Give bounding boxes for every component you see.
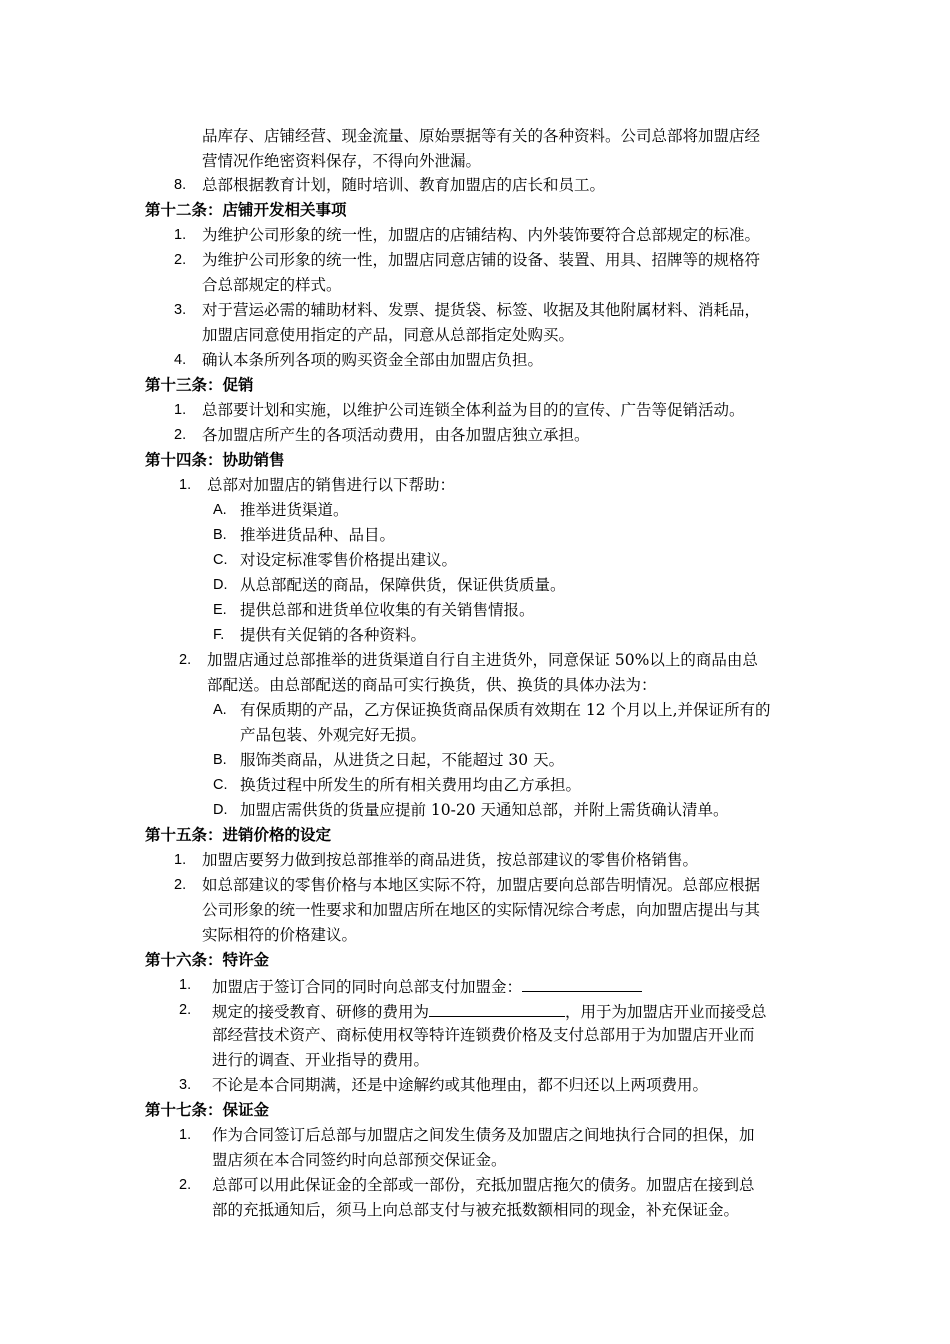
a16-item-2-line-3: 进行的调查、开业指导的费用。 [212, 1051, 430, 1069]
a14-sub-text: 从总部配送的商品，保障供货，保证供货质量。 [240, 576, 566, 594]
a17-item-1-number: 1. [179, 1127, 192, 1143]
item-8-number: 8. [174, 177, 187, 193]
a17-item-2-line-1: 总部可以用此保证金的全部或一部份，充抵加盟店拖欠的债务。加盟店在接到总 [212, 1176, 755, 1194]
a14-sub-text: 推举进货渠道。 [240, 501, 349, 519]
a17-item-2-line-2: 部的充抵通知后，须马上向总部支付与被充抵数额相同的现金，补充保证金。 [212, 1201, 740, 1219]
a14-sub-text: 提供有关促销的各种资料。 [240, 626, 427, 644]
a16-item-2-text-b: ，用于为加盟店开业而接受总 [565, 1003, 767, 1021]
item-7-continuation-line-1: 品库存、店铺经营、现金流量、原始票据等有关的各种资料。公司总部将加盟店经 [202, 127, 761, 145]
a14-sub-letter: D. [213, 577, 228, 593]
a14-item-1-text: 总部对加盟店的销售进行以下帮助： [207, 476, 456, 494]
a14-sub-text: 对设定标准零售价格提出建议。 [240, 551, 458, 569]
a15-item-2-line-2: 公司形象的统一性要求和加盟店所在地区的实际情况综合考虑，向加盟店提出与其 [202, 901, 761, 919]
a14-sub-a-line-2: 产品包装、外观完好无损。 [240, 726, 427, 744]
a14-sub-b-text: 服饰类商品，从进货之日起，不能超过 30 天。 [240, 751, 565, 769]
a15-item-1-text: 加盟店要努力做到按总部推举的商品进货，按总部建议的零售价格销售。 [202, 851, 699, 869]
a16-item-2-line-2: 部经营技术资产、商标使用权等特许连锁费价格及支付总部用于为加盟店开业而 [212, 1026, 755, 1044]
a16-item-2-number: 2. [179, 1002, 192, 1018]
a14-item-2-line-2: 部配送。由总部配送的商品可实行换货，供、换货的具体办法为： [207, 676, 657, 694]
a14-item-2-line-1: 加盟店通过总部推举的进货渠道自行自主进货外，同意保证 50%以上的商品由总 [207, 651, 758, 669]
a15-item-2-number: 2. [174, 877, 187, 893]
a15-item-1-number: 1. [174, 852, 187, 868]
item-7-continuation-line-2: 营情况作绝密资料保存，不得向外泄漏。 [202, 152, 482, 170]
a15-item-2-line-1: 如总部建议的零售价格与本地区实际不符，加盟店要向总部告明情况。总部应根据 [202, 876, 761, 894]
a17-item-1-line-2: 盟店须在本合同签约时向总部预交保证金。 [212, 1151, 507, 1169]
franchise-fee-blank [522, 973, 642, 992]
a14-sub-letter: B. [213, 527, 227, 543]
a12-item-3-number: 3. [174, 302, 187, 318]
a14-sub-letter: C. [213, 777, 228, 793]
item-8-text: 总部根据教育计划，随时培训、教育加盟店的店长和员工。 [202, 176, 606, 194]
a17-item-2-number: 2. [179, 1177, 192, 1193]
a14-sub-letter: E. [213, 602, 227, 618]
a14-sub-c-text: 换货过程中所发生的所有相关费用均由乙方承担。 [240, 776, 582, 794]
article-15-heading: 第十五条：进销价格的设定 [145, 826, 332, 844]
a14-sub-letter: A. [213, 502, 227, 518]
a14-sub-d-text: 加盟店需供货的货量应提前 10-20 天通知总部，并附上需货确认清单。 [240, 801, 729, 819]
article-17-heading: 第十七条：保证金 [145, 1101, 270, 1119]
a14-sub-text: 提供总部和进货单位收集的有关销售情报。 [240, 601, 535, 619]
a16-item-1-text: 加盟店于签订合同的同时向总部支付加盟金： [212, 978, 523, 996]
article-14-heading: 第十四条：协助销售 [145, 451, 285, 469]
article-16-heading: 第十六条：特许金 [145, 951, 270, 969]
a14-item-2-number: 2. [179, 652, 192, 668]
a16-item-3-text: 不论是本合同期满，还是中途解约或其他理由，都不归还以上两项费用。 [212, 1076, 709, 1094]
a14-sub-letter: A. [213, 702, 227, 718]
a12-item-3-line-1: 对于营运必需的辅助材料、发票、提货袋、标签、收据及其他附属材料、消耗品， [202, 301, 761, 319]
a14-sub-letter: B. [213, 752, 227, 768]
article-12-heading: 第十二条：店铺开发相关事项 [145, 201, 347, 219]
a17-item-1-line-1: 作为合同签订后总部与加盟店之间发生债务及加盟店之间地执行合同的担保，加 [212, 1126, 755, 1144]
a14-sub-letter: C. [213, 552, 228, 568]
a14-sub-letter: F. [213, 627, 225, 643]
a14-sub-letter: D. [213, 802, 228, 818]
a14-sub-text: 推举进货品种、品目。 [240, 526, 396, 544]
a12-item-2-line-1: 为维护公司形象的统一性，加盟店同意店铺的设备、装置、用具、招牌等的规格符 [202, 251, 761, 269]
article-13-heading: 第十三条：促销 [145, 376, 254, 394]
training-fee-blank [429, 998, 565, 1017]
a16-item-2-line-1 [212, 998, 767, 1023]
a14-sub-a-line-1: 有保质期的产品，乙方保证换货商品保质有效期在 12 个月以上,并保证所有的 [240, 701, 771, 719]
a15-item-2-line-3: 实际相符的价格建议。 [202, 926, 358, 944]
a12-item-4-number: 4. [174, 352, 187, 368]
a13-item-2-text: 各加盟店所产生的各项活动费用，由各加盟店独立承担。 [202, 426, 590, 444]
a12-item-1-text: 为维护公司形象的统一性，加盟店的店铺结构、内外装饰要符合总部规定的标准。 [202, 226, 761, 244]
a14-item-1-number: 1. [179, 477, 192, 493]
a12-item-3-line-2: 加盟店同意使用指定的产品，同意从总部指定处购买。 [202, 326, 575, 344]
a13-item-1-number: 1. [174, 402, 187, 418]
a12-item-2-number: 2. [174, 252, 187, 268]
a12-item-1-number: 1. [174, 227, 187, 243]
a16-item-3-number: 3. [179, 1077, 192, 1093]
a16-item-1-number: 1. [179, 977, 192, 993]
a12-item-4-text: 确认本条所列各项的购买资金全部由加盟店负担。 [202, 351, 544, 369]
a13-item-1-text: 总部要计划和实施，以维护公司连锁全体利益为目的的宣传、广告等促销活动。 [202, 401, 745, 419]
a13-item-2-number: 2. [174, 427, 187, 443]
a16-item-1-line [212, 973, 642, 998]
a12-item-2-line-2: 合总部规定的样式。 [202, 276, 342, 294]
a16-item-2-text-a: 规定的接受教育、研修的费用为 [212, 1003, 430, 1021]
